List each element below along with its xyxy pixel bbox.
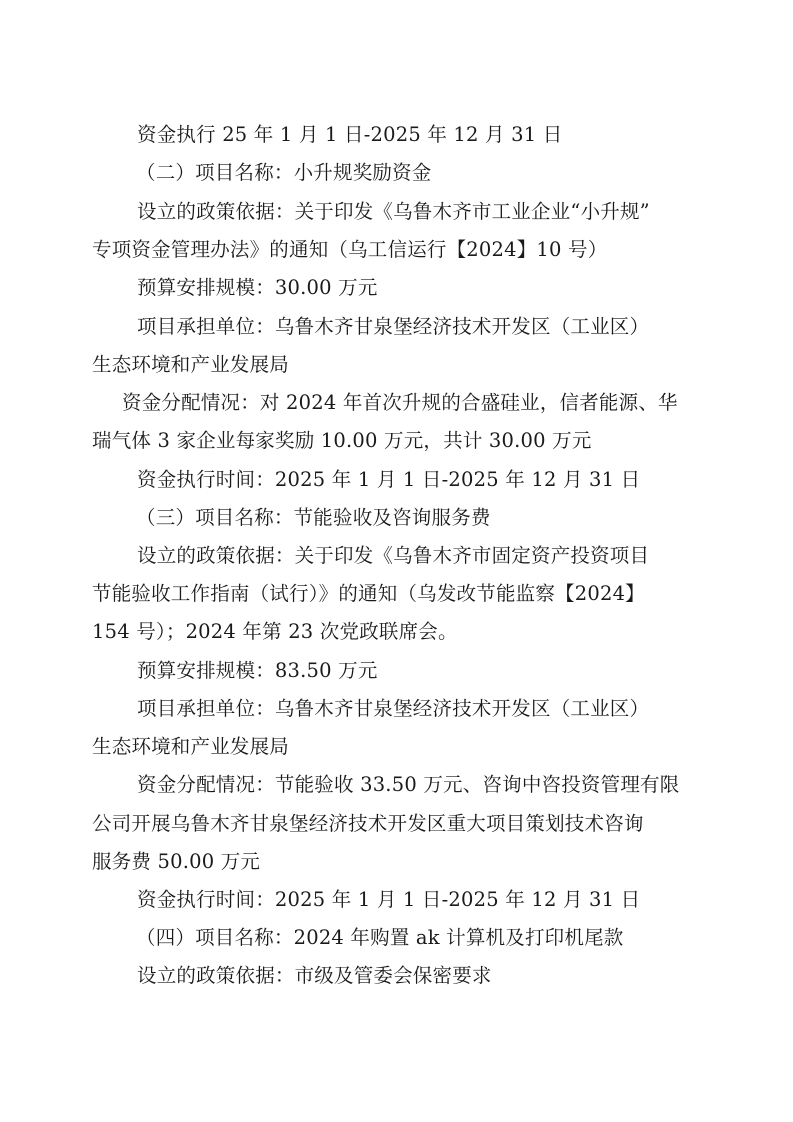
- text-line: 服务费 50.00 万元: [92, 850, 261, 873]
- text-line: 设立的政策依据：市级及管委会保密要求: [137, 964, 492, 987]
- text-line: 生态环境和产业发展局: [92, 735, 290, 758]
- text-line: 资金执行时间：2025 年 1 月 1 日-2025 年 12 月 31 日: [137, 888, 641, 911]
- text-line: 节能验收工作指南（试行）》的通知（乌发改节能监察【2024】: [92, 582, 645, 605]
- text-line: 项目承担单位：乌鲁木齐甘泉堡经济技术开发区（工业区）: [137, 315, 650, 338]
- text-line: 设立的政策依据：关于印发《乌鲁木齐市固定资产投资项目: [137, 544, 650, 567]
- text-line: 资金分配情况：节能验收 33.50 万元、咨询中咨投资管理有限: [137, 773, 680, 796]
- text-line: 资金执行 25 年 1 月 1 日-2025 年 12 月 31 日: [137, 123, 563, 146]
- text-line: 瑞气体 3 家企业每家奖励 10.00 万元，共计 30.00 万元: [92, 429, 592, 452]
- text-line: 设立的政策依据：关于印发《乌鲁木齐市工业企业“小升规”: [137, 200, 650, 223]
- text-line: 公司开展乌鲁木齐甘泉堡经济技术开发区重大项目策划技术咨询: [92, 812, 644, 835]
- text-line: 项目承担单位：乌鲁木齐甘泉堡经济技术开发区（工业区）: [137, 697, 650, 720]
- text-line: 资金执行时间：2025 年 1 月 1 日-2025 年 12 月 31 日: [137, 468, 641, 491]
- text-line: 预算安排规模：83.50 万元: [137, 659, 378, 682]
- text-line: 预算安排规模：30.00 万元: [137, 276, 378, 299]
- section-heading: （二）项目名称：小升规奖励资金: [136, 161, 432, 184]
- text-line: 生态环境和产业发展局: [92, 353, 290, 376]
- text-line: 资金分配情况：对 2024 年首次升规的合盛硅业，信者能源、华: [122, 391, 678, 414]
- section-heading: （三）项目名称：节能验收及咨询服务费: [136, 506, 491, 529]
- text-line: 专项资金管理办法》的通知（乌工信运行【2024】10 号）: [92, 238, 608, 261]
- section-heading: （四）项目名称：2024 年购置 ak 计算机及打印机尾款: [136, 926, 624, 949]
- text-line: 154 号）；2024 年第 23 次党政联席会。: [92, 620, 458, 643]
